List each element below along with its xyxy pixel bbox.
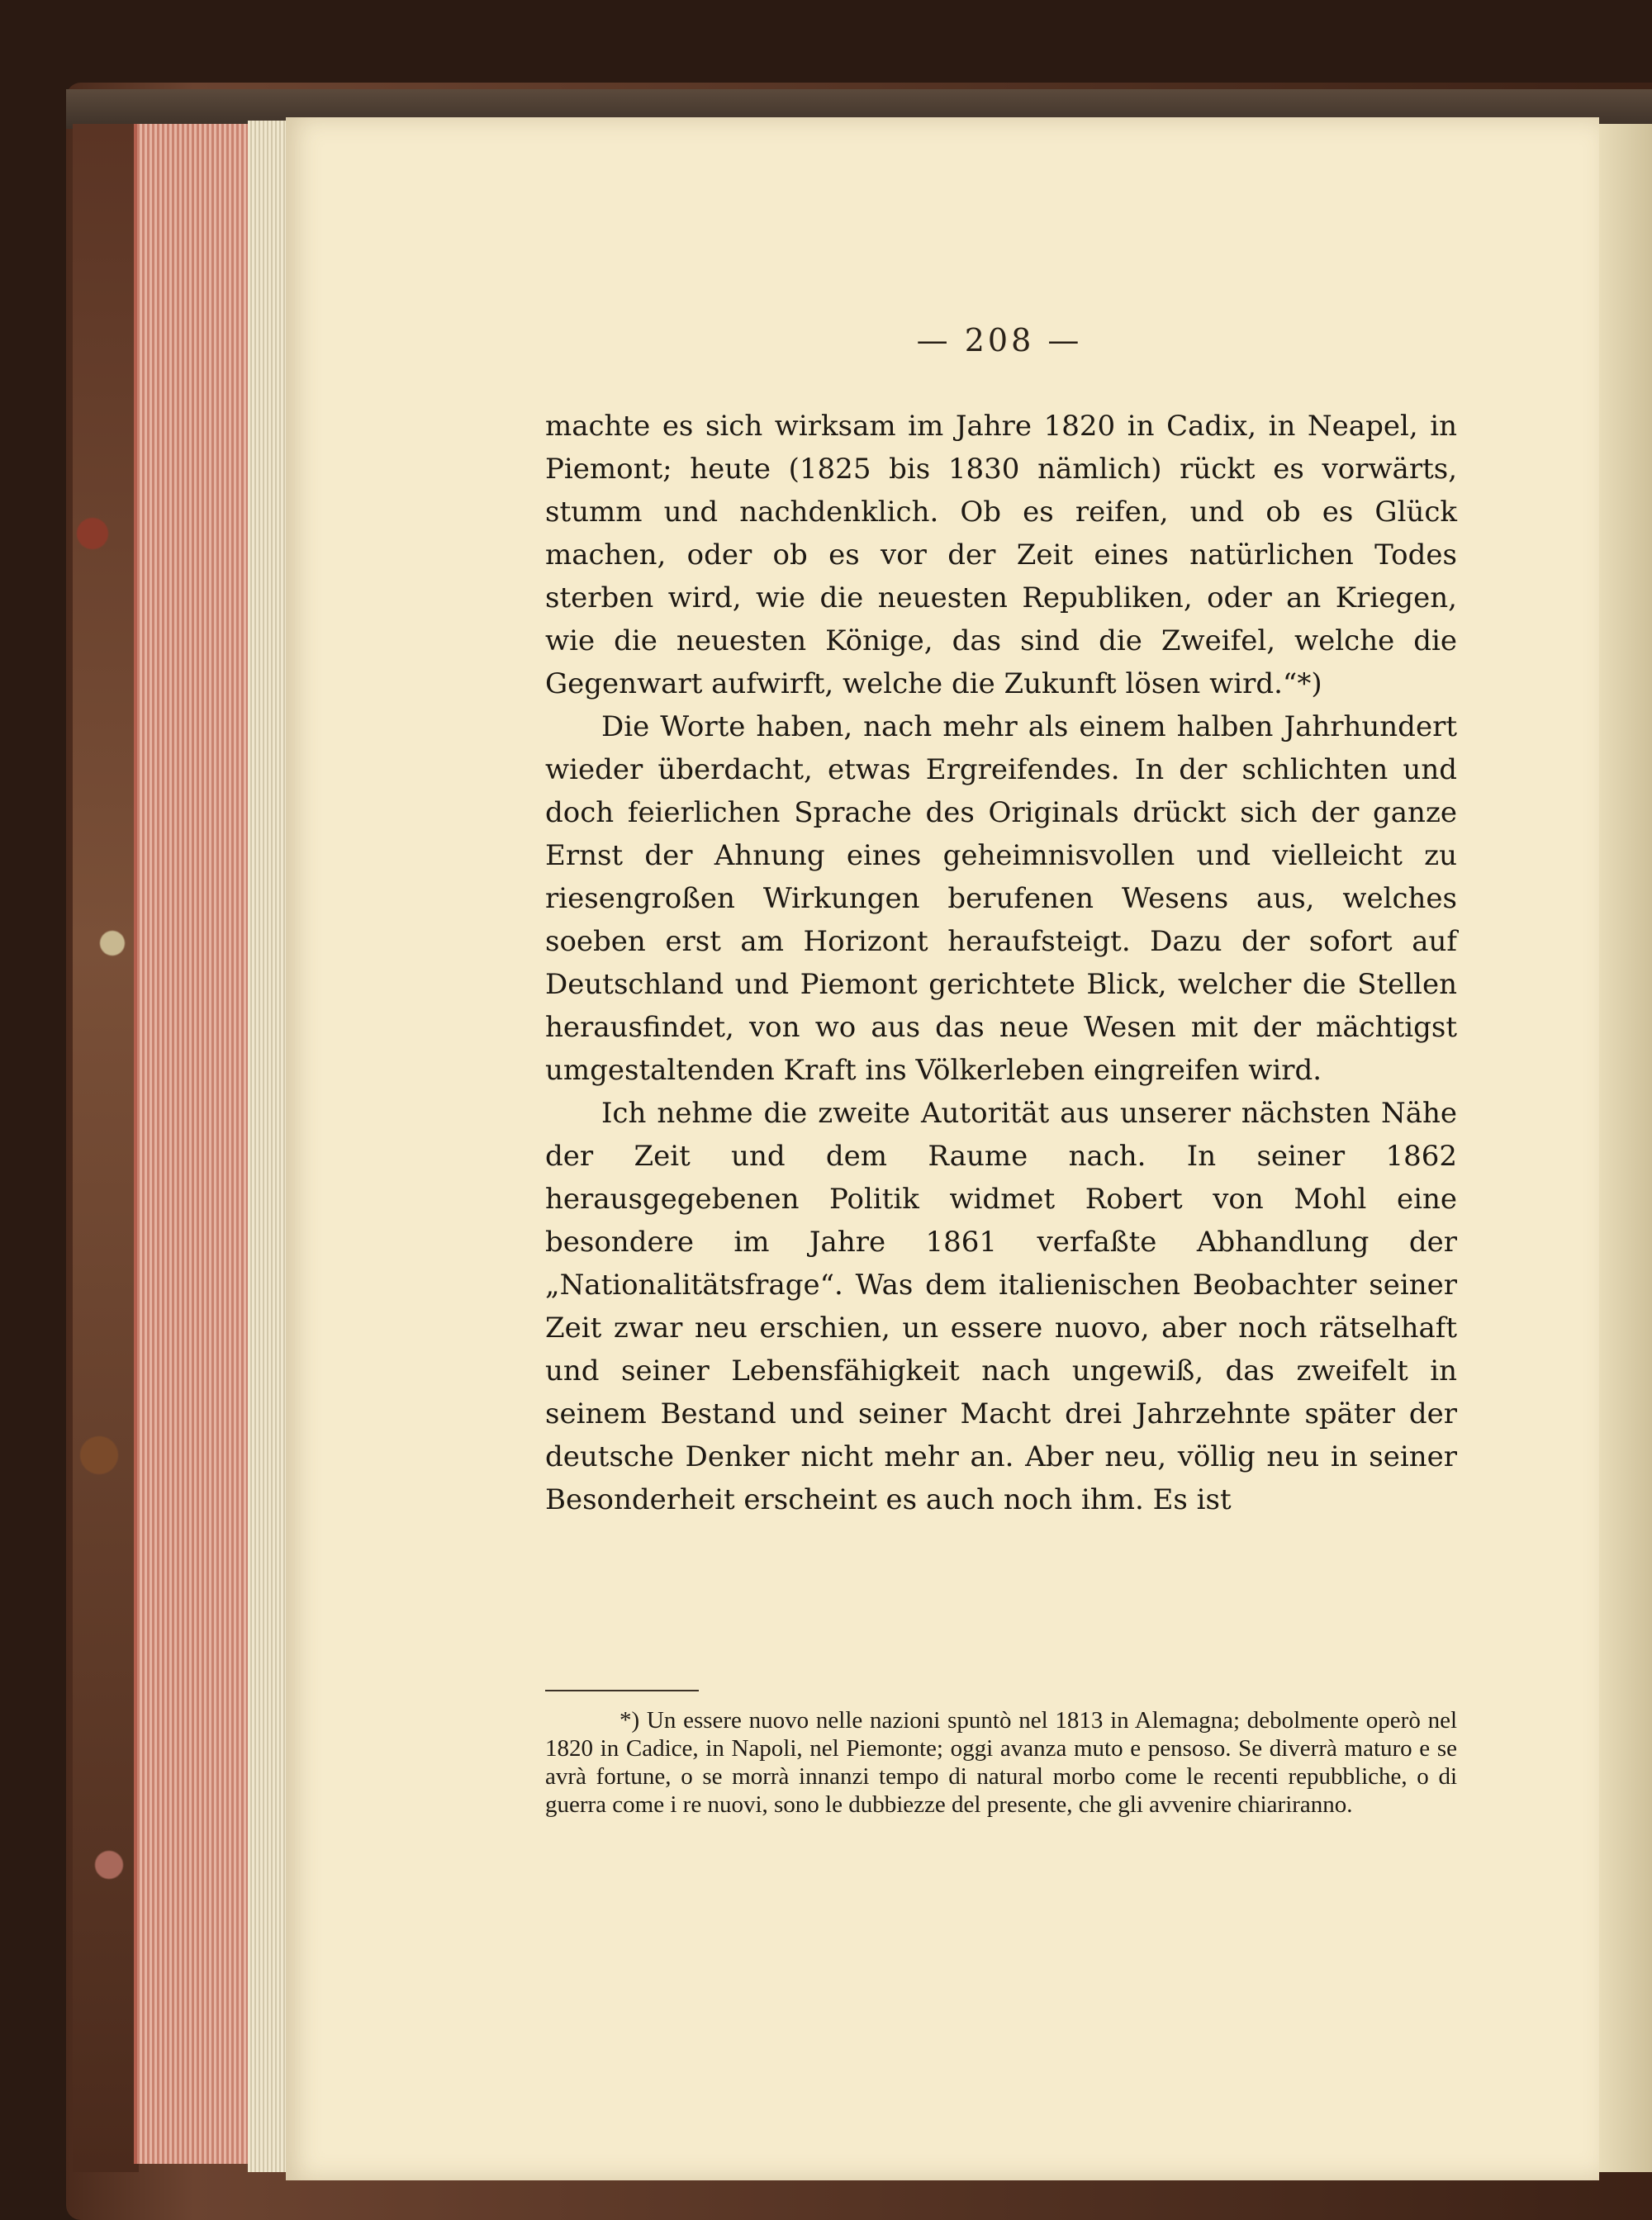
facing-page-edge (1599, 124, 1652, 2172)
page-edges-cream (248, 121, 286, 2172)
footnote-rule (545, 1690, 699, 1691)
paragraph-1: machte es sich wirksam im Jahre 1820 in Cadix, in Neapel, in Piemont; heute (1825 bis 1830 nämlich) rückt es vorwärts, stumm und nachdenklich. Ob es reifen, und ob es Glück machen, oder ob es vor der Zeit eines natürlichen Todes sterben wird, wie die neuesten Republiken, oder an Kriegen, wie die neuesten Könige, das sind die Zweifel, welche die Gegenwart aufwirft, welche die Zukunft lösen wird.“*) (545, 410, 1457, 700)
page-number: — 208 — (916, 322, 1083, 358)
paragraph-3: Ich nehme die zweite Autorität aus unserer nächsten Nähe der Zeit und dem Raume nach. In seiner 1862 herausgegebenen Politik widmet Robert von Mohl eine besondere im Jahre 1861 verfaßte Abhandlung der „Nationalitätsfrage“. Was dem italienischen Beobachter seiner Zeit zwar neu erschien, un essere nuovo, aber noch rätselhaft und seiner Lebensfähigkeit nach ungewiß, das zweifelt in seinem Bestand und seiner Macht drei Jahrzehnte später der deutsche Denker nicht mehr an. Aber neu, völlig neu in seiner Besonderheit erscheint es auch noch ihm. Es ist (545, 1097, 1457, 1516)
body-text (545, 405, 1457, 1521)
paragraph-2: Die Worte haben, nach mehr als einem halben Jahrhundert wieder überdacht, etwas Ergreifendes. In der schlichten und doch feierlichen Sprache des Originals drückt sich der ganze Ernst der Ahnung eines geheimnisvollen und vielleicht zu riesengroßen Wirkungen berufenen Wesens aus, welches soeben erst am Horizont heraufsteigt. Dazu der sofort auf Deutschland und Piemont gerichtete Blick, welcher die Stellen herausfindet, von wo aus das neue Wesen mit der mächtigst umgestaltenden Kraft ins Völkerleben eingreifen wird. (545, 710, 1457, 1087)
footnote-text: *) Un essere nuovo nelle nazioni spuntò nel 1813 in Alemagna; debolmente operò nel 1820 in Cadice, in Napoli, nel Piemonte; oggi avanza muto e pensoso. Se diverrà maturo e se avrà fortune, o se morrà innanzi tempo di natural morbo come le recenti repubbliche, o di guerra come i re nuovi, sono le dubbiezze del presente, che gli avvenire chiariranno. (545, 1707, 1457, 1818)
marbled-endpaper (73, 124, 139, 2172)
footnote (545, 1706, 1457, 1819)
